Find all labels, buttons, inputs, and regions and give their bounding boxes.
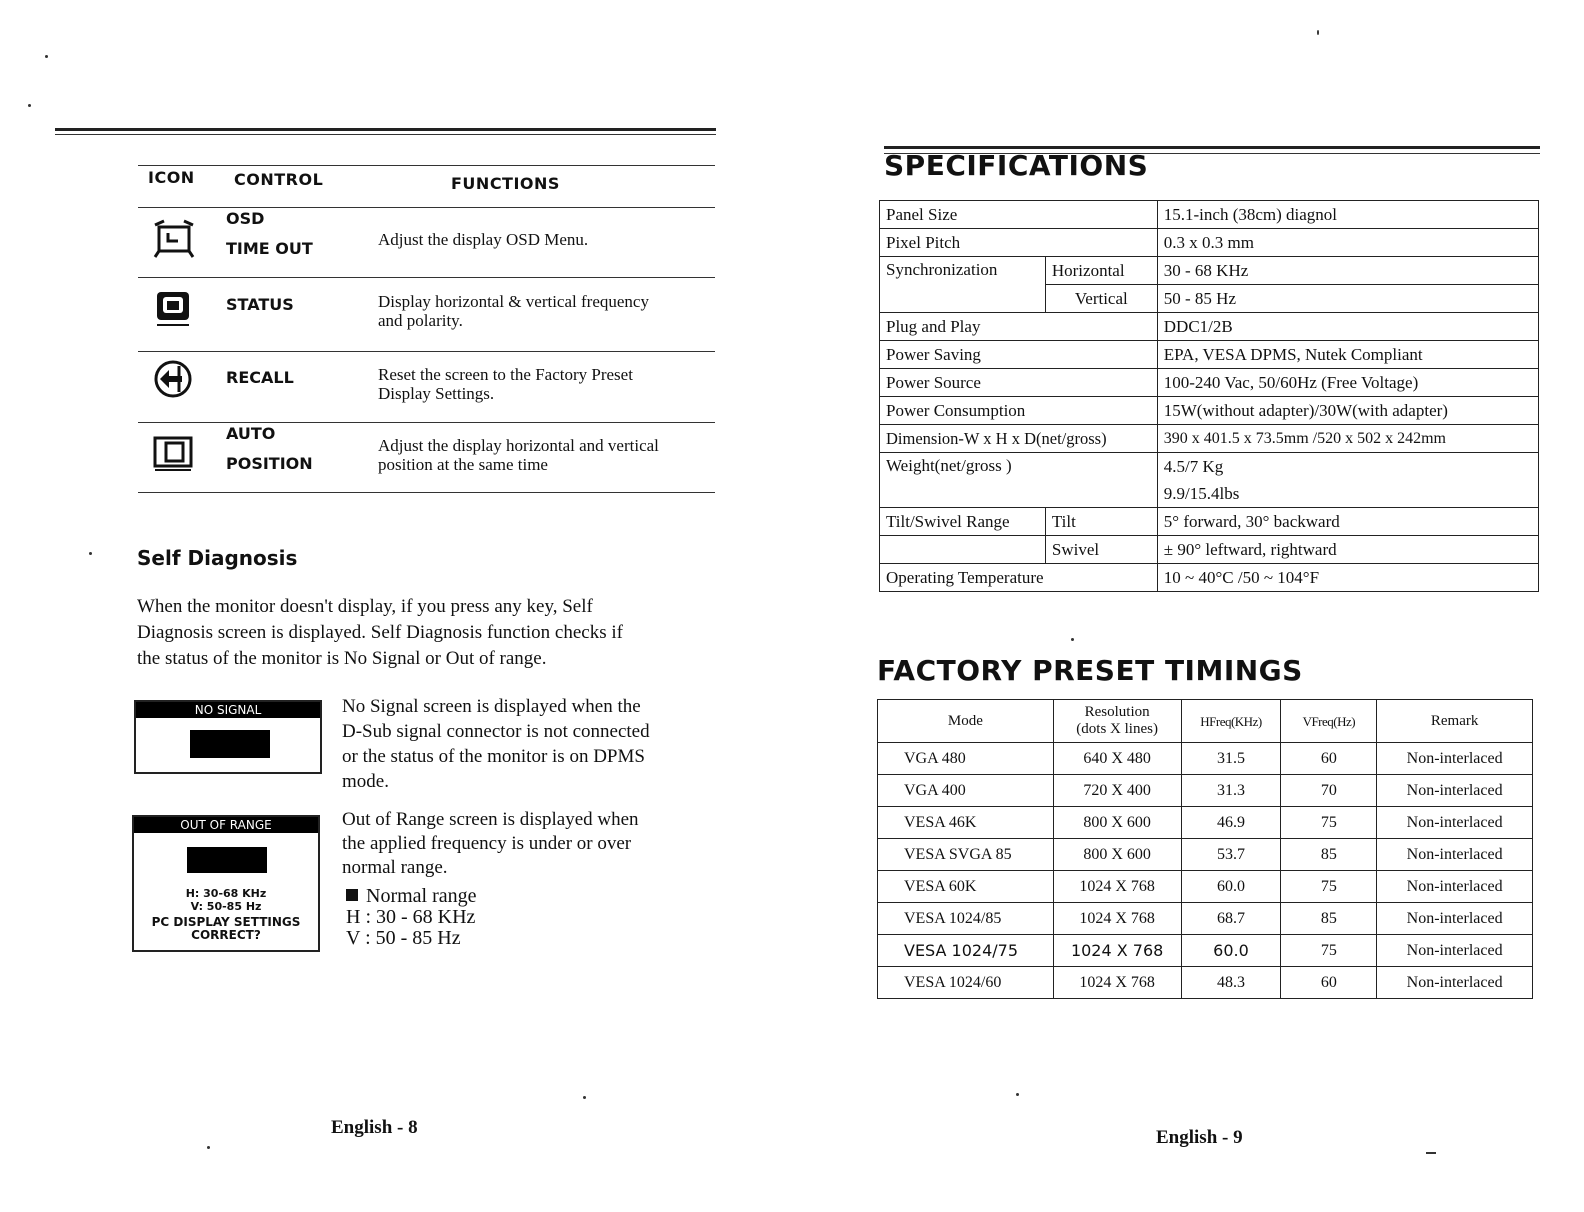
spec-sublabel: Swivel (1045, 536, 1157, 564)
header-resolution (1053, 700, 1181, 743)
row-divider (138, 492, 715, 493)
spec-value: 0.3 x 0.3 mm (1157, 229, 1538, 257)
specifications-table (879, 200, 1539, 592)
bullet-square-icon (346, 889, 358, 901)
timing-mode: VESA 1024/85 (878, 903, 1054, 935)
scan-speck (45, 55, 48, 58)
spec-row-power-saving (880, 341, 1539, 369)
self-diagnosis-text (137, 594, 717, 672)
footer-left: English - 8 (331, 1117, 418, 1138)
control-label-time-out: TIME OUT (226, 239, 313, 258)
timing-vfreq: 85 (1281, 903, 1377, 935)
control-desc-status-1: Display horizontal & vertical frequency (378, 292, 649, 311)
timing-mode: VESA 60K (878, 871, 1054, 903)
spec-label: Weight(net/gross ) (880, 453, 1158, 508)
spec-label: Plug and Play (880, 313, 1158, 341)
header-vfreq: VFreq(Hz) (1281, 700, 1377, 743)
timing-vfreq: 85 (1281, 839, 1377, 871)
normal-range (346, 886, 477, 949)
scan-speck (1317, 30, 1319, 35)
specifications-title: SPECIFICATIONS (884, 149, 1149, 182)
no-signal-bar: NO SIGNAL (136, 702, 320, 718)
scan-speck (583, 1096, 586, 1099)
timing-hfreq: 53.7 (1181, 839, 1281, 871)
no-signal-line: or the status of the monitor is on DPMS (342, 746, 645, 767)
control-desc-auto-2: position at the same time (378, 455, 548, 474)
timing-hfreq: 31.3 (1181, 775, 1281, 807)
no-signal-line: D-Sub signal connector is not connected (342, 721, 650, 742)
no-signal-text (342, 694, 722, 794)
self-diagnosis-title: Self Diagnosis (137, 546, 298, 570)
spec-label: Pixel Pitch (880, 229, 1158, 257)
scan-speck (1426, 1152, 1436, 1154)
spec-value: 30 - 68 KHz (1157, 257, 1538, 285)
auto-position-icon (152, 430, 196, 474)
timing-mode: VESA 1024/75 (878, 935, 1054, 967)
out-of-range-question-2: CORRECT? (191, 928, 261, 942)
out-of-range-text (342, 808, 722, 880)
spec-value: 4.5/7 Kg (1157, 453, 1538, 481)
recall-icon (152, 358, 196, 402)
timing-row (878, 807, 1533, 839)
spec-value: 9.9/15.4lbs (1157, 480, 1538, 508)
out-of-range-line: normal range. (342, 857, 448, 878)
timing-mode: VESA 46K (878, 807, 1054, 839)
timing-hfreq: 31.5 (1181, 743, 1281, 775)
timing-remark: Non-interlaced (1377, 871, 1533, 903)
spec-row-swivel (880, 536, 1539, 564)
control-desc-status-2: and polarity. (378, 311, 463, 330)
left-page (0, 0, 780, 1212)
timing-resolution: 1024 X 768 (1053, 871, 1181, 903)
spec-value: 100-240 Vac, 50/60Hz (Free Voltage) (1157, 369, 1538, 397)
spec-sublabel: Horizontal (1045, 257, 1157, 285)
spec-row-temperature (880, 564, 1539, 592)
out-of-range-bar: OUT OF RANGE (134, 817, 318, 833)
spec-row-power-consumption (880, 397, 1539, 425)
timing-remark: Non-interlaced (1377, 935, 1533, 967)
timing-hfreq: 68.7 (1181, 903, 1281, 935)
table-top-rule (138, 165, 715, 166)
header-resolution-1: Resolution (1084, 704, 1150, 720)
no-signal-screen (134, 700, 322, 774)
timing-hfreq: 60.0 (1181, 935, 1281, 967)
timing-remark: Non-interlaced (1377, 903, 1533, 935)
timing-remark: Non-interlaced (1377, 743, 1533, 775)
spec-row-tilt (880, 508, 1539, 536)
spec-label: Panel Size (880, 201, 1158, 229)
out-of-range-line: Out of Range screen is displayed when (342, 809, 639, 830)
spec-row-pixel-pitch (880, 229, 1539, 257)
header-remark: Remark (1377, 700, 1533, 743)
spec-label: Power Source (880, 369, 1158, 397)
status-icon (152, 287, 196, 331)
footer-right: English - 9 (1156, 1127, 1243, 1148)
top-rule-thin (55, 134, 716, 135)
no-signal-line: No Signal screen is displayed when the (342, 696, 641, 717)
self-diagnosis-line: When the monitor doesn't display, if you press any key, Self (137, 596, 593, 617)
spec-row-plug-and-play (880, 313, 1539, 341)
control-label-position: POSITION (226, 454, 313, 473)
self-diagnosis-line: Diagnosis screen is displayed. Self Diagnosis function checks if (137, 622, 623, 643)
timing-remark: Non-interlaced (1377, 775, 1533, 807)
normal-range-v: V : 50 - 85 Hz (346, 927, 461, 949)
preset-timings-table (877, 699, 1533, 999)
control-desc-osd-timeout: Adjust the display OSD Menu. (378, 230, 589, 249)
spec-label: Power Consumption (880, 397, 1158, 425)
spec-row-weight-1 (880, 453, 1539, 481)
spec-value: ± 90° leftward, rightward (1157, 536, 1538, 564)
timing-vfreq: 60 (1281, 743, 1377, 775)
header-mode: Mode (878, 700, 1054, 743)
timing-hfreq: 46.9 (1181, 807, 1281, 839)
timing-resolution: 1024 X 768 (1053, 967, 1181, 999)
control-desc-auto-1: Adjust the display horizontal and vertical (378, 436, 659, 455)
control-row-status (138, 277, 715, 351)
timing-row-handwritten (878, 935, 1533, 967)
scan-speck (89, 552, 92, 555)
timing-resolution: 1024 X 768 (1053, 903, 1181, 935)
timing-remark: Non-interlaced (1377, 807, 1533, 839)
timing-vfreq: 75 (1281, 807, 1377, 839)
spec-label: Operating Temperature (880, 564, 1158, 592)
scan-speck (1071, 638, 1074, 641)
control-row-recall (138, 351, 715, 422)
control-desc-recall-1: Reset the screen to the Factory Preset (378, 365, 633, 384)
header-functions: FUNCTIONS (451, 174, 560, 193)
timing-resolution: 640 X 480 (1053, 743, 1181, 775)
out-of-range-question-1: PC DISPLAY SETTINGS (151, 915, 301, 929)
timing-vfreq: 75 (1281, 871, 1377, 903)
spec-label: Tilt/Swivel Range (880, 508, 1046, 536)
timing-remark: Non-interlaced (1377, 967, 1533, 999)
top-rule (55, 128, 716, 131)
timing-mode: VGA 480 (878, 743, 1054, 775)
out-of-range-line: the applied frequency is under or over (342, 833, 632, 854)
normal-range-h: H : 30 - 68 KHz (346, 906, 476, 928)
timing-resolution: 1024 X 768 (1053, 935, 1181, 967)
timing-header-row (878, 700, 1533, 743)
control-label-recall: RECALL (226, 368, 294, 387)
spec-row-sync-h (880, 257, 1539, 285)
spec-row-panel-size (880, 201, 1539, 229)
control-label-auto: AUTO (226, 424, 276, 443)
scan-speck (28, 104, 31, 107)
header-control: CONTROL (234, 170, 324, 189)
no-signal-line: mode. (342, 771, 389, 792)
timing-resolution: 800 X 600 (1053, 807, 1181, 839)
out-of-range-v: V: 50-85 Hz (190, 900, 262, 913)
spec-value: 15W(without adapter)/30W(with adapter) (1157, 397, 1538, 425)
timing-vfreq: 70 (1281, 775, 1377, 807)
timing-vfreq: 60 (1281, 967, 1377, 999)
timing-row (878, 743, 1533, 775)
spec-value: 10 ~ 40°C /50 ~ 104°F (1157, 564, 1538, 592)
spec-row-power-source (880, 369, 1539, 397)
timing-mode: VESA SVGA 85 (878, 839, 1054, 871)
header-hfreq: HFreq(KHz) (1181, 700, 1281, 743)
timing-row (878, 871, 1533, 903)
timing-remark: Non-interlaced (1377, 839, 1533, 871)
out-of-range-screen (132, 815, 320, 952)
timing-resolution: 800 X 600 (1053, 839, 1181, 871)
spec-label: Synchronization (880, 257, 1046, 313)
control-label-status: STATUS (226, 295, 294, 314)
spec-sublabel: Vertical (1045, 285, 1157, 313)
spec-label: Power Saving (880, 341, 1158, 369)
spec-label: Dimension-W x H x D(net/gross) (880, 425, 1158, 453)
factory-preset-title: FACTORY PRESET TIMINGS (877, 654, 1303, 687)
spec-value: 390 x 401.5 x 73.5mm /520 x 502 x 242mm (1157, 425, 1538, 453)
header-resolution-2: (dots X lines) (1076, 721, 1158, 737)
out-of-range-h: H: 30-68 KHz (185, 887, 267, 900)
control-row-osd-timeout (138, 207, 715, 277)
timing-mode: VESA 1024/60 (878, 967, 1054, 999)
osd-timeout-icon (152, 217, 196, 261)
spec-value: EPA, VESA DPMS, Nutek Compliant (1157, 341, 1538, 369)
spec-empty (880, 536, 1046, 564)
control-label-osd: OSD (226, 209, 265, 228)
timing-row (878, 967, 1533, 999)
timing-row (878, 775, 1533, 807)
spec-row-dimension (880, 425, 1539, 453)
out-of-range-block (187, 847, 267, 873)
spec-value: 15.1-inch (38cm) diagnol (1157, 201, 1538, 229)
timing-resolution: 720 X 400 (1053, 775, 1181, 807)
normal-range-label: Normal range (366, 885, 477, 907)
spec-value: DDC1/2B (1157, 313, 1538, 341)
scan-speck (1016, 1093, 1019, 1096)
timing-mode: VGA 400 (878, 775, 1054, 807)
timing-row (878, 903, 1533, 935)
spec-value: 5° forward, 30° backward (1157, 508, 1538, 536)
spec-value: 50 - 85 Hz (1157, 285, 1538, 313)
timing-row (878, 839, 1533, 871)
header-icon: ICON (148, 168, 195, 187)
self-diagnosis-line: the status of the monitor is No Signal or Out of range. (137, 648, 547, 669)
timing-vfreq: 75 (1281, 935, 1377, 967)
right-page (860, 0, 1584, 1212)
timing-hfreq: 48.3 (1181, 967, 1281, 999)
normal-range-label-row (346, 886, 477, 907)
control-row-auto-position (138, 422, 715, 492)
timing-hfreq: 60.0 (1181, 871, 1281, 903)
scan-speck (207, 1146, 210, 1149)
control-desc-recall-2: Display Settings. (378, 384, 495, 403)
spec-sublabel: Tilt (1045, 508, 1157, 536)
no-signal-block (190, 730, 270, 758)
